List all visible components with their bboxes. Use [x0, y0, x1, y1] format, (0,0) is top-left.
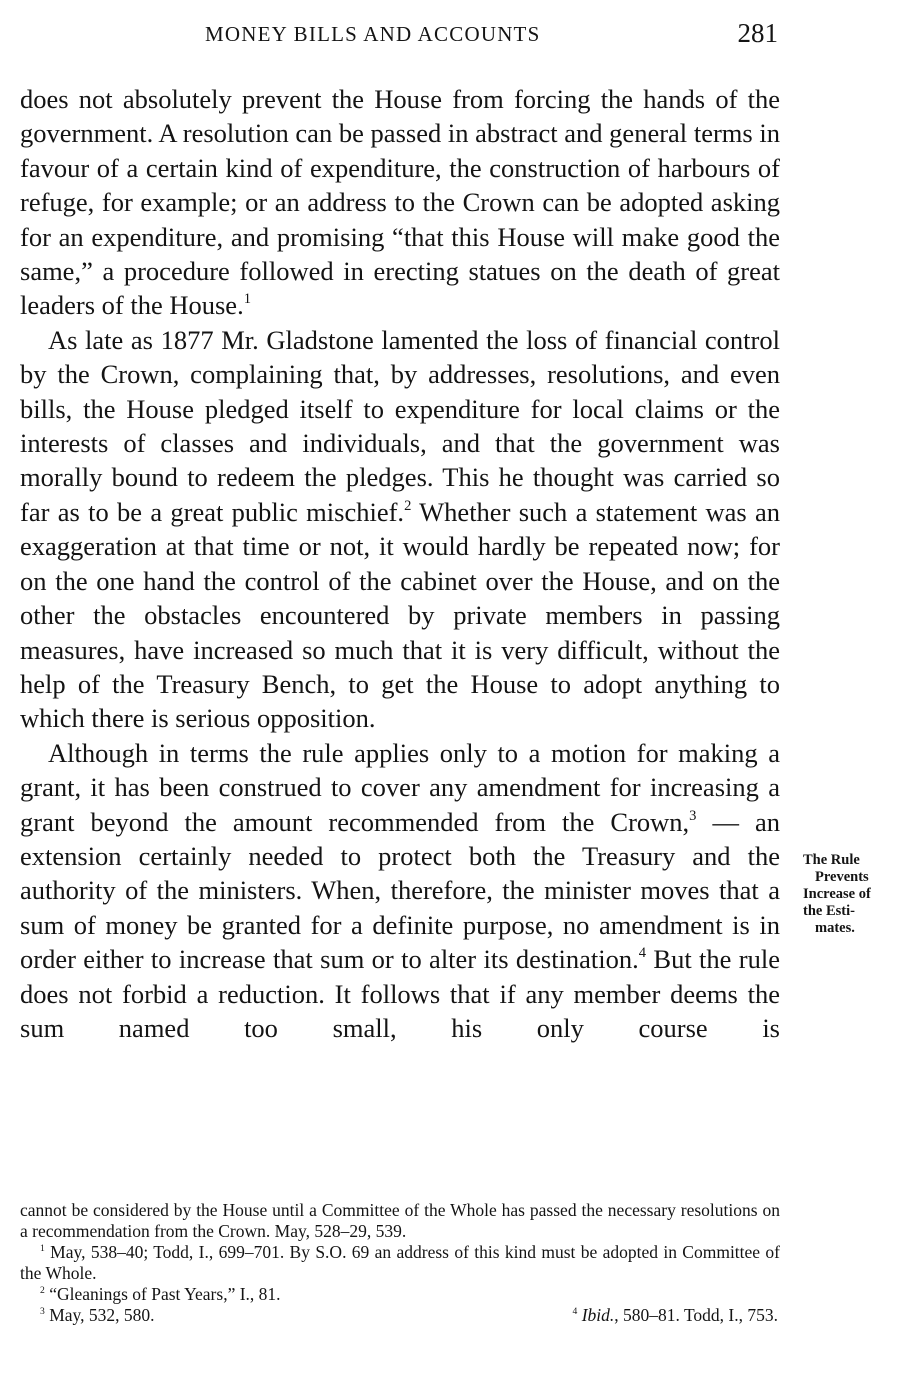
- paragraph-2: As late as 1877 Mr. Gladstone lamented the loss of financial control by the Crown, complaining that, by addresses, resolutions, and even bills, the House pledged itself to expenditure for local claims or the interests of classes and individuals, and that the government was morally bound to redeem the pledges. This he thought was carried so far as to be a great public mischief.$^2$ Whether such a statement was an exaggeration at that time or not, it would hardly be repeated now; for on the one hand the control of the cabinet over the House, and on the other the obstacles encountered by private members in passing measures, have increased so much that it is very difficult, without the help of the Treasury Bench, to get the House to adopt anything to which there is serious opposition.: [20, 324, 781, 734]
- margin-note: [803, 852, 907, 937]
- footnote-ref-1: 1: [243, 291, 251, 308]
- footnote-1: $^1$ May, 538–40; Todd, I., 699–701. By S.O. 69 an address of this kind must be adopted in Committee of the Whole.: [20, 1242, 780, 1283]
- footnote-ref-4: 4: [638, 945, 647, 962]
- margin-note-line: Prevents: [815, 869, 869, 885]
- page-number: 281: [737, 18, 778, 48]
- running-title: MONEY BILLS AND ACCOUNTS: [205, 22, 541, 46]
- footnote-marker: 4: [572, 1305, 578, 1317]
- paragraph-3: Although in terms the rule applies only to a motion for making a grant, it has been construed to cover any amendment for increasing a grant beyond the amount recommended from the Crown,$^3$ — an extension certainly needed to protect both the Treasury and the authority of the ministers. When, therefore, the minister moves that a sum of money be granted for a definite purpose, no amendment is in order either to increase that sum or to alter its destination.$^4$ But the rule does not forbid a reduction. It follows that if any member deems the sum named too small, his only course is: [20, 737, 780, 1043]
- footnote-marker: 1: [40, 1242, 45, 1254]
- paragraph-1: does not absolutely prevent the House from forcing the hands of the government. A resolution can be passed in abstract and general terms in favour of a certain kind of expenditure, the construction of harbours of refuge, for example; or an address to the Crown can be adopted asking for an expenditure, and promising “that this House will make good the same,” a procedure followed in erecting statues on the death of great leaders of the House.$^1$: [20, 84, 780, 321]
- margin-note-line: the Esti-: [803, 903, 855, 919]
- footnote-ref-2: 2: [404, 497, 412, 514]
- margin-note-line: The Rule: [803, 852, 860, 868]
- body-text: [20, 82, 780, 1045]
- footnote-row: [20, 1305, 780, 1326]
- footnote-3: $^3$ May, 532, 580.: [40, 1305, 155, 1325]
- footnote-4: $^4$ Ibid., 580–81. Todd, I., 753.: [572, 1305, 778, 1325]
- footnote-marker: 2: [40, 1284, 45, 1296]
- footnote-marker: 3: [40, 1305, 45, 1317]
- footnotes: [20, 1200, 780, 1326]
- page-header: [20, 18, 780, 52]
- footnote-ref-3: 3: [689, 807, 697, 824]
- footnote-2: $^2$ “Gleanings of Past Years,” I., 81.: [40, 1284, 281, 1304]
- margin-note-line: Increase of: [803, 886, 871, 902]
- margin-note-line: mates.: [815, 920, 855, 936]
- footnote-continued: cannot be considered by the House until a Committee of the Whole has passed the necessary resolutions on a recommendation from the Crown. May, 528–29, 539.: [20, 1200, 780, 1241]
